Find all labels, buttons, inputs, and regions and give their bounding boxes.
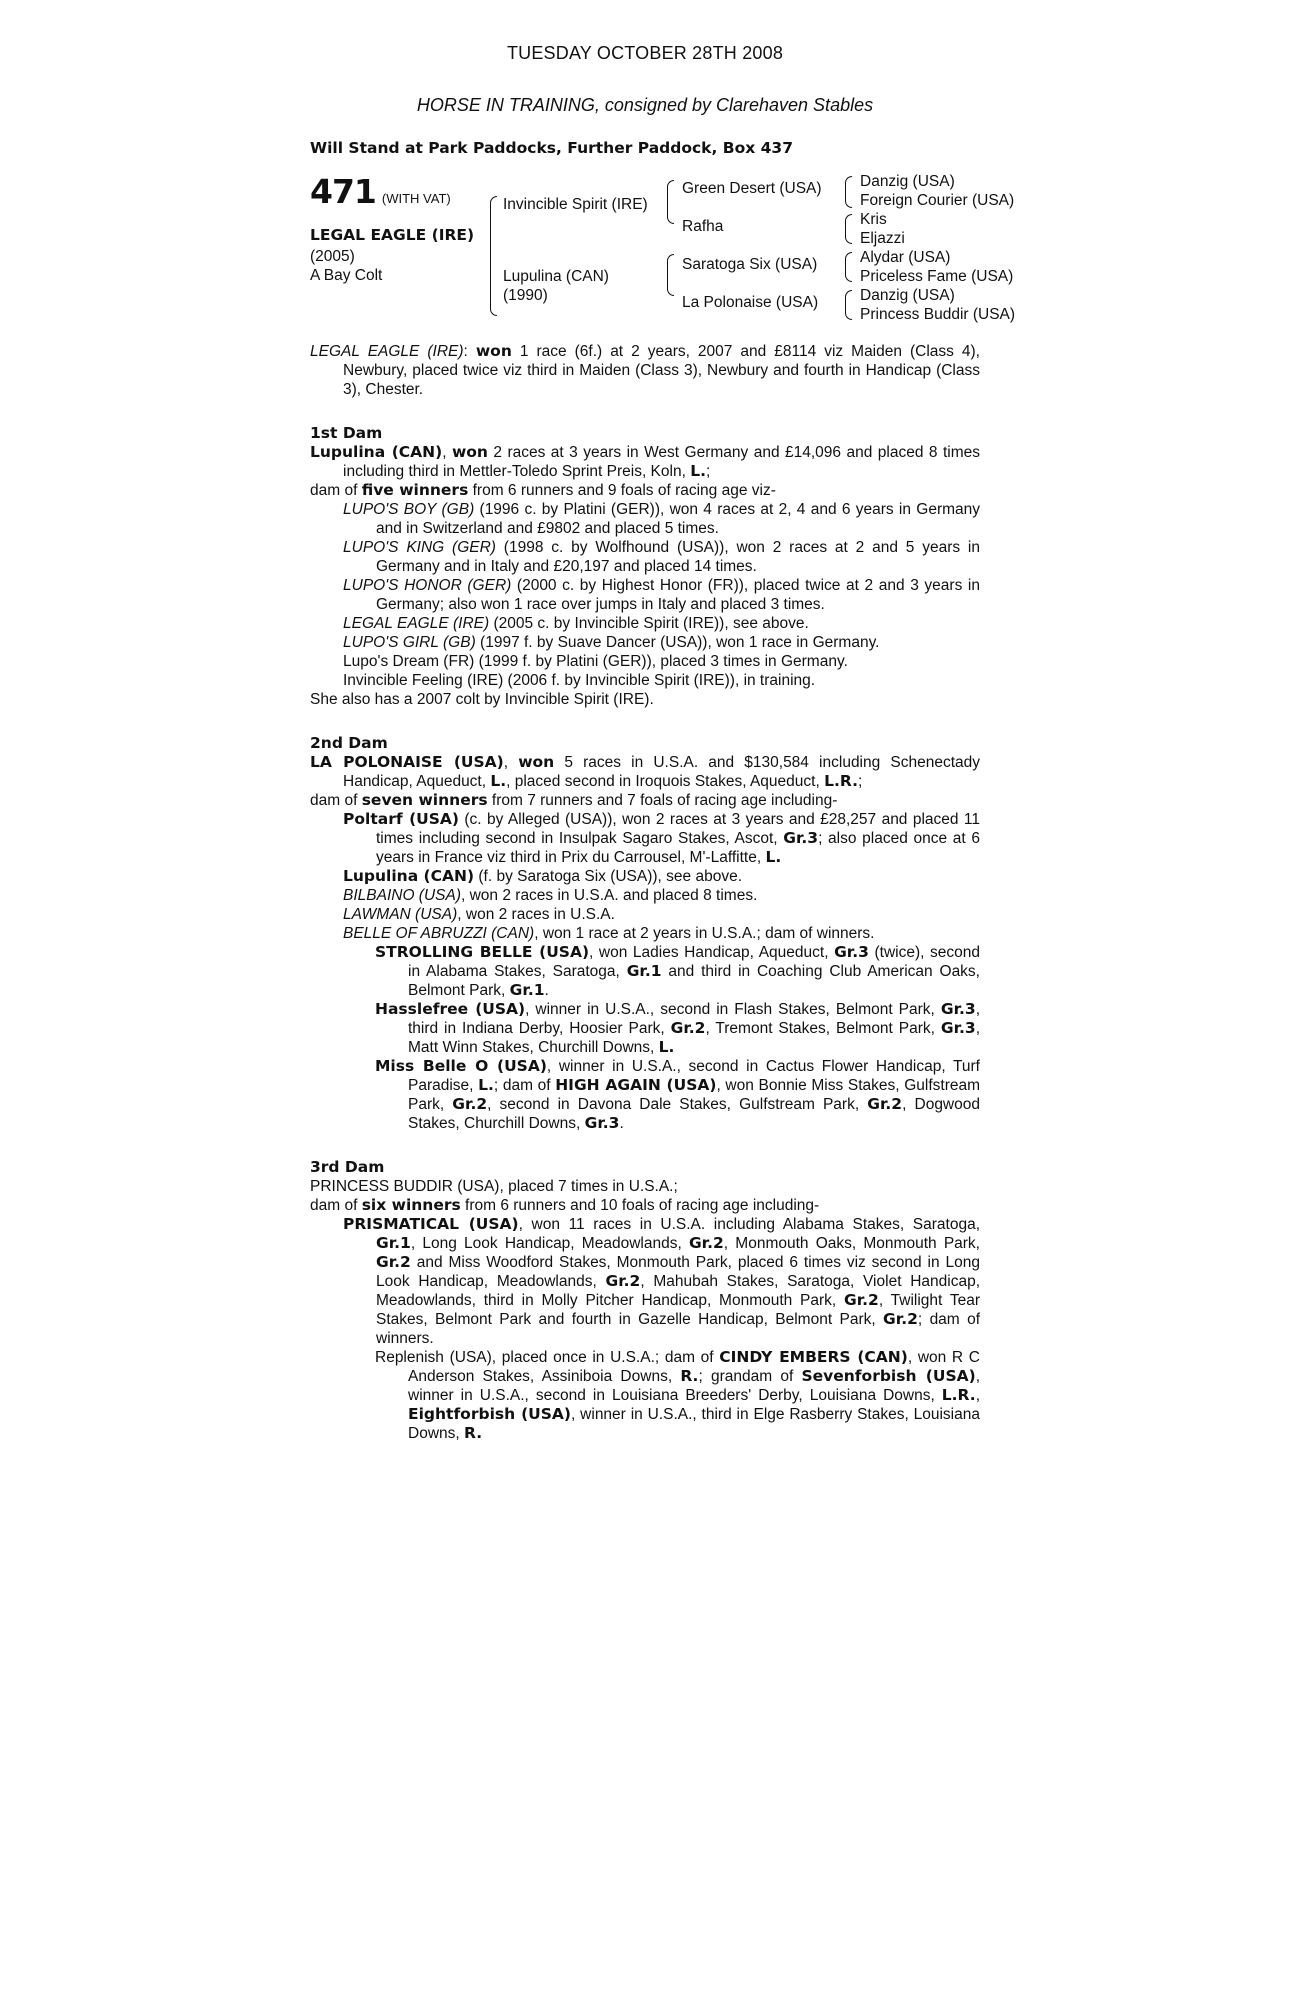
race-record: LEGAL EAGLE (IRE): won 1 race (6f.) at 2 years, 2007 and £8114 viz Maiden (Class 4), Newbury, placed twice viz third in Maiden (Class 3), Newbury and fourth in Handicap (Class 3), Chester. — [310, 342, 980, 398]
first-dam-heading: 1st Dam — [310, 424, 383, 442]
gp-1: Danzig (USA) — [860, 173, 955, 190]
horse-name: LEGAL EAGLE (IRE) — [310, 226, 475, 244]
list-item: LUPO'S HONOR (GER) (2000 c. by Highest Honor (FR)), placed twice at 2 and 3 years in Germany; also won 1 race over jumps in Italy and placed 3 times. — [343, 577, 980, 613]
lot-header — [310, 172, 451, 211]
first-dam-produce-summary: dam of five winners from 6 runners and 9 foals of racing age viz- — [310, 481, 776, 499]
list-item: LAWMAN (USA), won 2 races in U.S.A. — [343, 906, 615, 923]
dam-dam: La Polonaise (USA) — [682, 294, 819, 311]
third-dam-heading: 3rd Dam — [310, 1158, 385, 1176]
g-brace-3 — [845, 252, 852, 282]
dam-brace — [667, 254, 674, 296]
stand-location: Will Stand at Park Paddocks, Further Paddock, Box 437 — [310, 139, 793, 157]
g-brace-4 — [845, 290, 852, 320]
list-item: Hasslefree (USA), winner in U.S.A., second in Flash Stakes, Belmont Park, Gr.3, third in Indiana Derby, Hoosier Park, Gr.2, Tremont Stakes, Belmont Park, Gr.3, Matt Winn Stakes, Churchill Downs, L. — [375, 1000, 981, 1056]
sire-brace — [667, 180, 674, 224]
g-brace-2 — [845, 214, 852, 244]
gp-3: Kris — [860, 211, 887, 228]
list-item: LUPO'S KING (GER) (1998 c. by Wolfhound (USA)), won 2 races at 2 and 5 years in Germany and in Italy and £20,197 and placed 14 times. — [343, 539, 980, 575]
second-dam-record: LA POLONAISE (USA), won 5 races in U.S.A. and $130,584 including Schenectady Handicap, Aqueduct, L., placed second in Iroquois Stakes, Aqueduct, L.R.; — [310, 753, 980, 790]
horse-description: A Bay Colt — [310, 267, 383, 284]
gp-6: Priceless Fame (USA) — [860, 268, 1014, 285]
dam-sire: Saratoga Six (USA) — [682, 256, 818, 273]
catalogue-page — [310, 40, 1016, 1443]
list-item: STROLLING BELLE (USA), won Ladies Handicap, Aqueduct, Gr.3 (twice), second in Alabama Stakes, Saratoga, Gr.1 and third in Coaching Club American Oaks, Belmont Park, Gr.1. — [375, 943, 980, 999]
pedigree-brace-main — [490, 196, 497, 316]
g-brace-1 — [845, 176, 852, 208]
sire-sire: Green Desert (USA) — [682, 180, 822, 197]
dam: Lupulina (CAN) — [503, 268, 609, 285]
gp-7: Danzig (USA) — [860, 287, 955, 304]
list-item: LUPO'S GIRL (GB) (1997 f. by Suave Dancer (USA)), won 1 race in Germany. — [343, 634, 880, 651]
horse-year: (2005) — [310, 248, 355, 265]
sire: Invincible Spirit (IRE) — [503, 196, 648, 213]
list-item: BELLE OF ABRUZZI (CAN), won 1 race at 2 years in U.S.A.; dam of winners. — [343, 925, 875, 942]
consignment-line: HORSE IN TRAINING, consigned by Clarehaven Stables — [416, 95, 874, 115]
pedigree-table — [310, 172, 1016, 326]
second-dam-produce-summary: dam of seven winners from 7 runners and 7 foals of racing age including- — [310, 791, 838, 809]
third-dam-record: PRINCESS BUDDIR (USA), placed 7 times in U.S.A.; — [310, 1178, 678, 1195]
sale-date: TUESDAY OCTOBER 28TH 2008 — [506, 43, 784, 63]
list-item: Invincible Feeling (IRE) (2006 f. by Invincible Spirit (IRE)), in training. — [343, 672, 816, 689]
vat-label: (WITH VAT) — [381, 191, 451, 206]
first-dam-note: She also has a 2007 colt by Invincible Spirit (IRE). — [310, 691, 654, 708]
gp-4: Eljazzi — [860, 230, 905, 247]
third-dam-produce-summary: dam of six winners from 6 runners and 10 foals of racing age including- — [310, 1196, 820, 1214]
second-dam-heading: 2nd Dam — [310, 734, 388, 752]
list-item: Lupulina (CAN) (f. by Saratoga Six (USA)), see above. — [343, 867, 742, 885]
sire-dam: Rafha — [682, 218, 724, 235]
list-item: BILBAINO (USA), won 2 races in U.S.A. and placed 8 times. — [343, 887, 758, 904]
list-item: LEGAL EAGLE (IRE) (2005 c. by Invincible Spirit (IRE)), see above. — [343, 615, 809, 632]
list-item: Poltarf (USA) (c. by Alleged (USA)), won 2 races at 3 years and £28,257 and placed 11 times including second in Insulpak Sagaro Stakes, Ascot, Gr.3; also placed once at 6 years in France viz third in Prix du Carrousel, M'-Laffitte, L. — [343, 810, 980, 866]
gp-8: Princess Buddir (USA) — [860, 306, 1016, 323]
gp-2: Foreign Courier (USA) — [860, 192, 1015, 209]
list-item: Miss Belle O (USA), winner in U.S.A., second in Cactus Flower Handicap, Turf Paradise, L.; dam of HIGH AGAIN (USA), won Bonnie Miss Stakes, Gulfstream Park, Gr.2, second in Davona Dale Stakes, Gulfstream Park, Gr.2, Dogwood Stakes, Churchill Downs, Gr.3. — [375, 1057, 981, 1132]
dam-year: (1990) — [503, 287, 548, 304]
first-dam-record: Lupulina (CAN), won 2 races at 3 years in West Germany and £14,096 and placed 8 times including third in Mettler-Toledo Sprint Preis, Koln, L.; — [310, 443, 980, 480]
lot-number: 471 — [310, 172, 376, 211]
list-item: LUPO'S BOY (GB) (1996 c. by Platini (GER)), won 4 races at 2, 4 and 6 years in Germany and in Switzerland and £9802 and placed 5 times. — [343, 501, 981, 537]
list-item: PRISMATICAL (USA), won 11 races in U.S.A. including Alabama Stakes, Saratoga, Gr.1, Long Look Handicap, Meadowlands, Gr.2, Monmouth Oaks, Monmouth Park, Gr.2 and Miss Woodford Stakes, Monmouth Park, placed 6 times viz second in Long Look Handicap, Meadowlands, Gr.2, Mahubah Stakes, Saratoga, Violet Handicap, Meadowlands, third in Molly Pitcher Handicap, Monmouth Park, Gr.2, Twilight Tear Stakes, Belmont Park and fourth in Gazelle Handicap, Belmont Park, Gr.2; dam of winners. — [343, 1215, 981, 1347]
list-item: Replenish (USA), placed once in U.S.A.; dam of CINDY EMBERS (CAN), won R C Anderson Stakes, Assiniboia Downs, R.; grandam of Sevenforbish (USA), winner in U.S.A., second in Louisiana Breeders' Derby, Louisiana Downs, L.R., Eightforbish (USA), winner in U.S.A., third in Elge Rasberry Stakes, Louisiana Downs, R. — [375, 1348, 981, 1442]
gp-5: Alydar (USA) — [860, 249, 951, 266]
list-item: Lupo's Dream (FR) (1999 f. by Platini (GER)), placed 3 times in Germany. — [343, 653, 848, 670]
